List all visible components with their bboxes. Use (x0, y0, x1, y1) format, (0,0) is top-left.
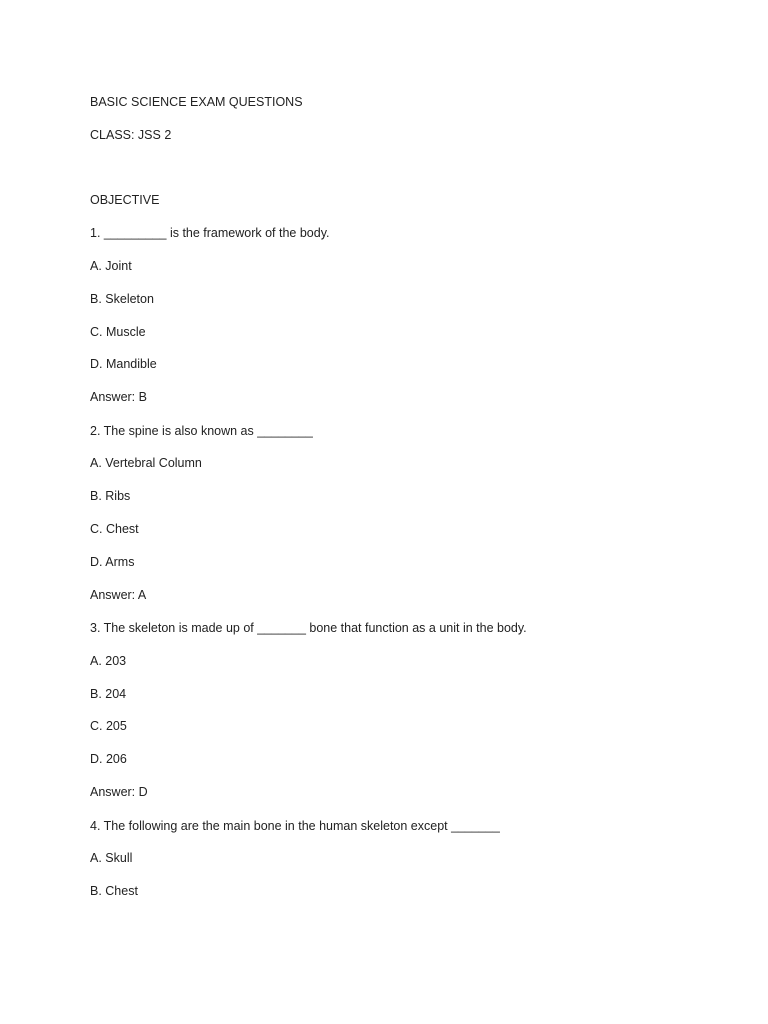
question-3-option-a: A. 203 (90, 654, 127, 668)
question-3-option-b: B. 204 (90, 687, 127, 701)
question-1-option-a: A. Joint (90, 259, 132, 273)
document-title: BASIC SCIENCE EXAM QUESTIONS (90, 95, 303, 109)
question-2-option-a: A. Vertebral Column (90, 456, 202, 470)
question-1-option-b: B. Skeleton (90, 292, 154, 306)
question-3-answer: Answer: D (90, 785, 148, 799)
question-1-option-c: C. Muscle (90, 325, 146, 339)
question-4-option-a: A. Skull (90, 851, 133, 865)
question-1-answer: Answer: B (90, 390, 147, 404)
question-4-text: 4. The following are the main bone in the human skeleton except _______ (90, 819, 500, 833)
question-1-text: 1. _________ is the framework of the body. (90, 226, 330, 240)
question-3-text: 3. The skeleton is made up of _______ bone that function as a unit in the body. (90, 621, 527, 635)
question-3-option-c: C. 205 (90, 719, 127, 733)
question-1-option-d: D. Mandible (90, 357, 157, 371)
section-heading: OBJECTIVE (90, 193, 160, 207)
question-2-answer: Answer: A (90, 588, 147, 602)
question-2-option-d: D. Arms (90, 555, 135, 569)
question-2-option-c: C. Chest (90, 522, 139, 536)
question-2-text: 2. The spine is also known as ________ (90, 424, 313, 438)
class-label: CLASS: JSS 2 (90, 128, 172, 142)
question-3-option-d: D. 206 (90, 752, 127, 766)
question-4-option-b: B. Chest (90, 884, 138, 898)
question-2-option-b: B. Ribs (90, 489, 131, 503)
